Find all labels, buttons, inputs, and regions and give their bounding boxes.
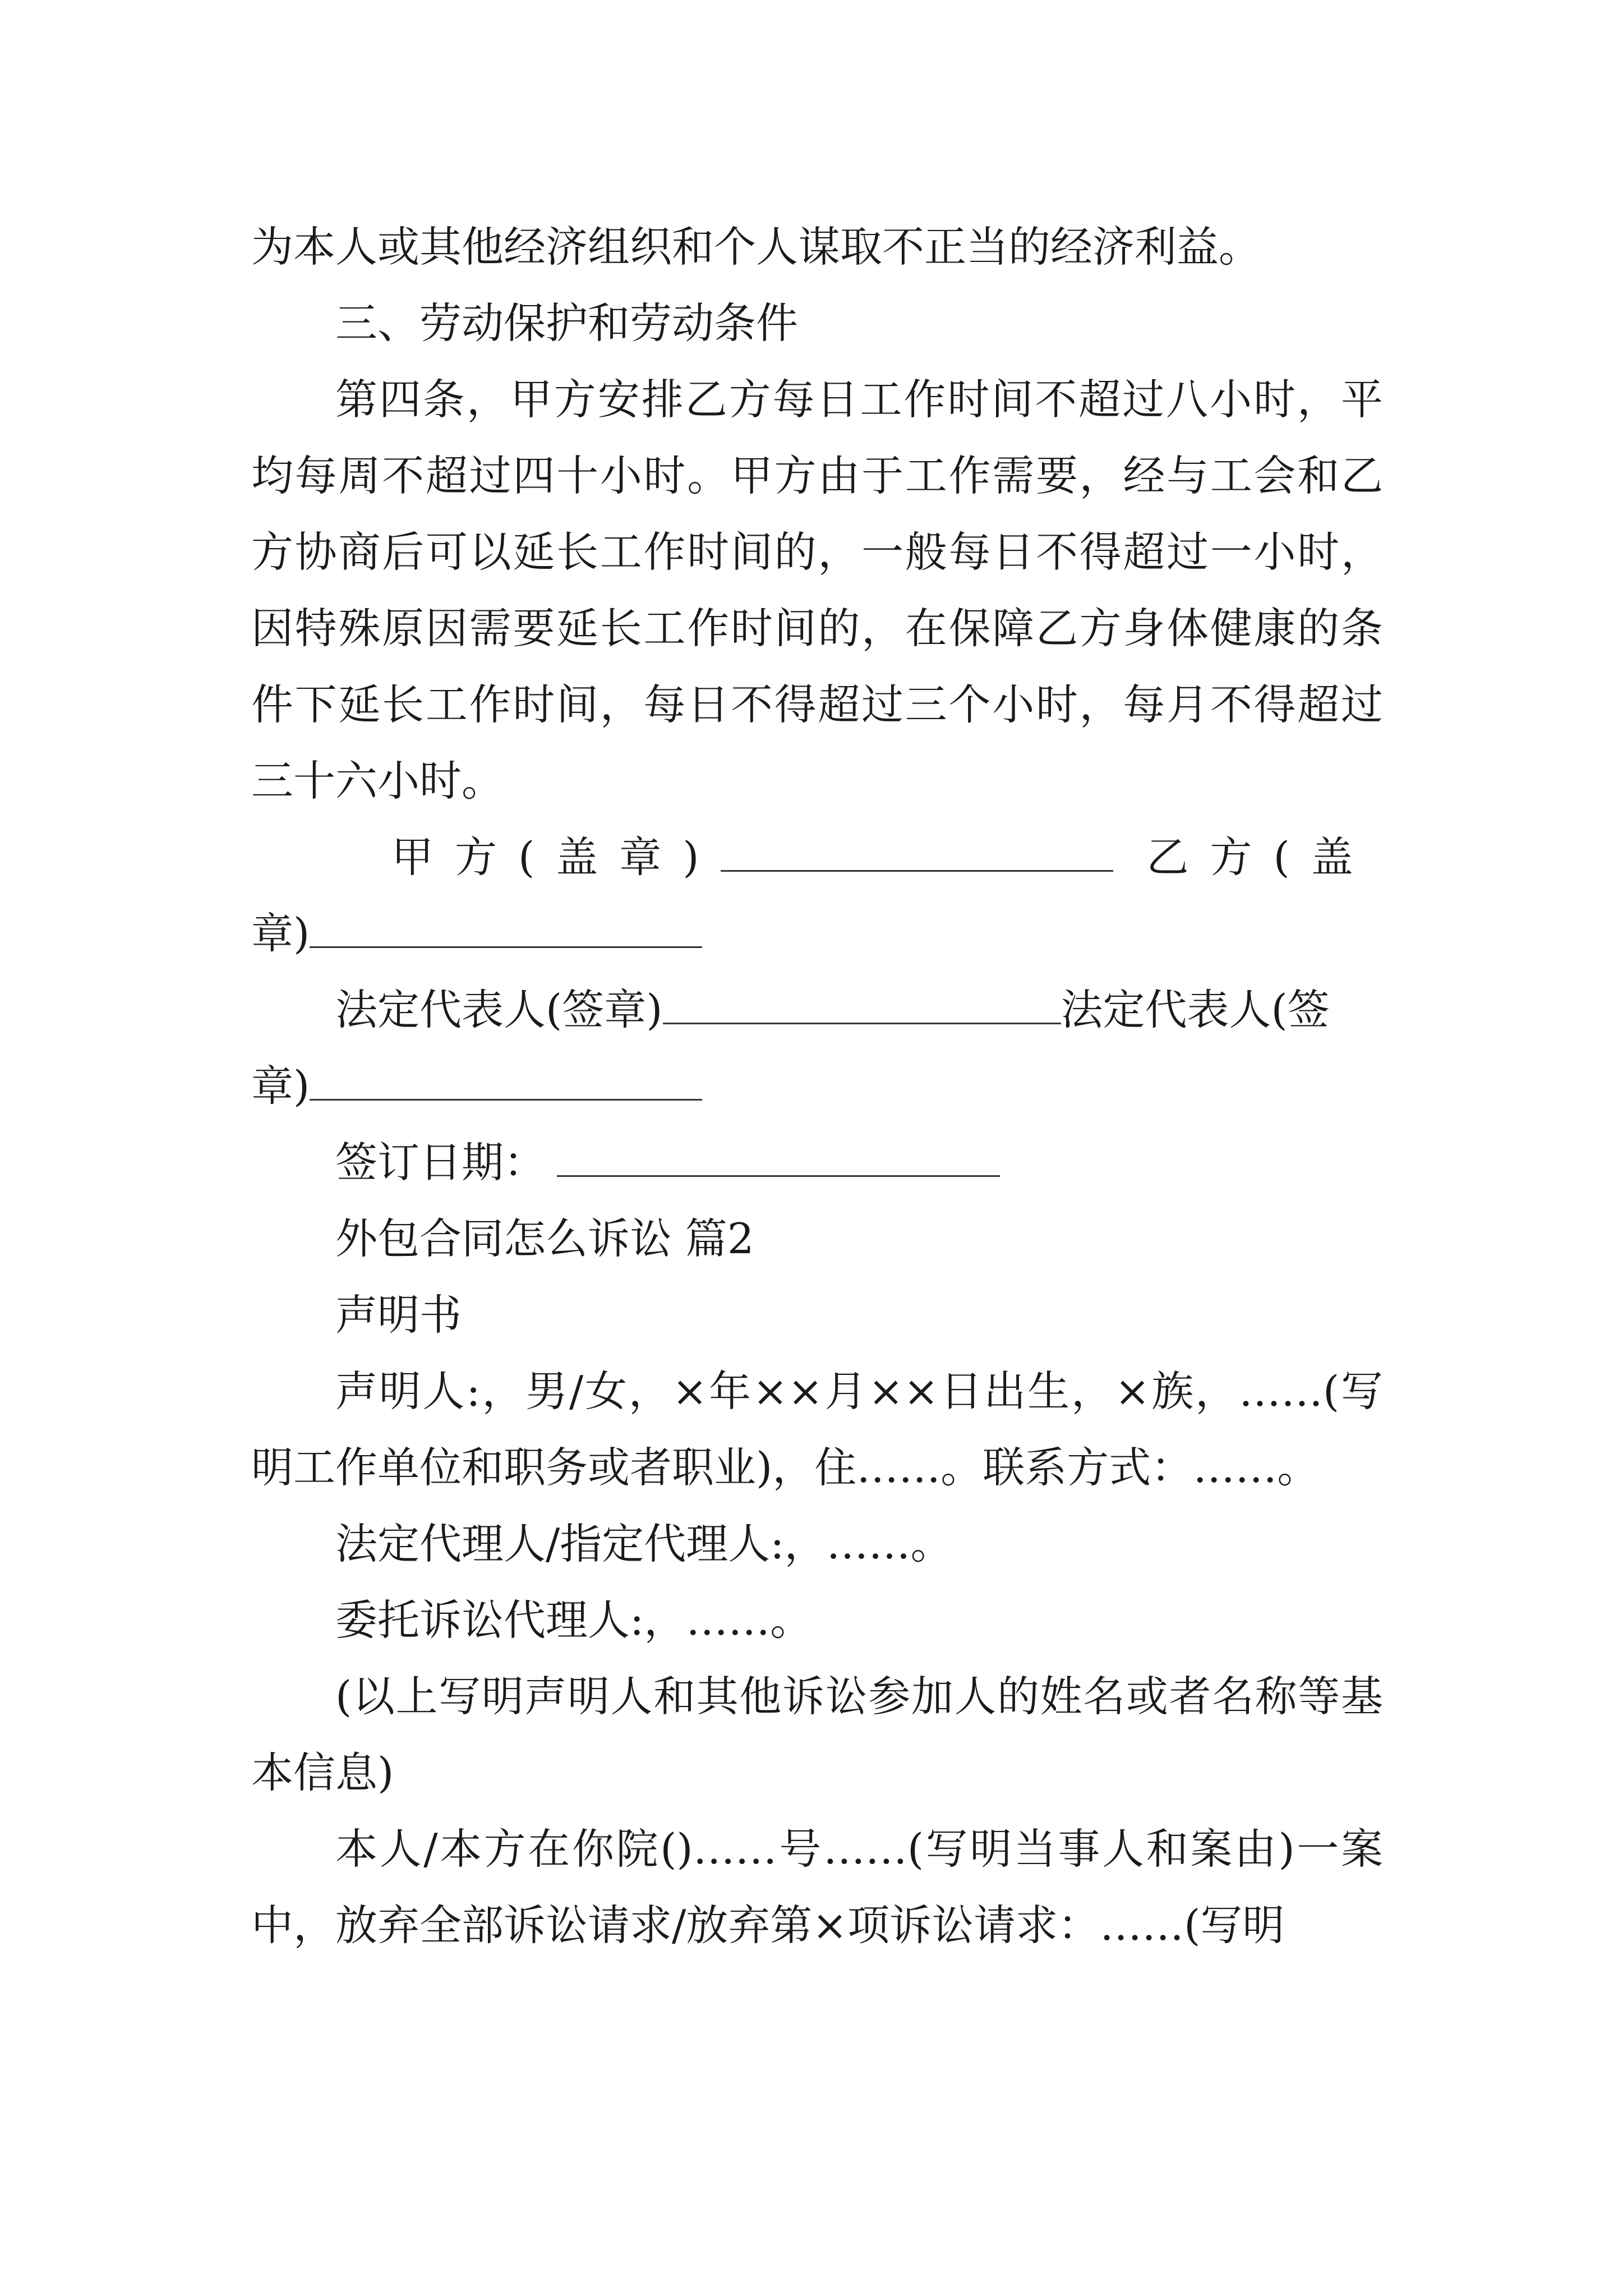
litigation-agent-paragraph: 委托诉讼代理人:，……。 xyxy=(335,1595,813,1645)
party-b-seal-label: 乙方(盖 xyxy=(1146,832,1375,882)
document-body xyxy=(251,209,1383,1963)
legal-rep-b-label-cont: 章) xyxy=(251,1061,310,1111)
sign-date-label: 签订日期： xyxy=(335,1138,546,1187)
party-b-seal-label-cont: 章) xyxy=(251,909,310,958)
party-b-seal-underline xyxy=(310,907,702,948)
legal-agent-paragraph: 法定代理人/指定代理人:，……。 xyxy=(335,1519,953,1568)
sign-date-underline xyxy=(557,1136,1000,1177)
party-a-seal-label: 甲方(盖章) xyxy=(391,832,721,882)
basic-info-note-paragraph: (以上写明声明人和其他诉讼参加人的姓名或者名称等基本信息) xyxy=(251,1672,1383,1797)
declarant-paragraph: 声明人:，男/女，×年××月××日出生，×族，……(写明工作单位和职务或者职业)，住……。联系方式：……。 xyxy=(251,1366,1383,1492)
signature-block xyxy=(251,819,1383,1200)
sign-date-line xyxy=(251,1124,1383,1200)
section-heading-labor-protection: 三、劳动保护和劳动条件 xyxy=(335,298,799,348)
legal-rep-line-wrap xyxy=(251,1048,1383,1124)
section-two-title: 外包合同怎么诉讼 篇2 xyxy=(335,1214,754,1263)
waiver-paragraph: 本人/本方在你院()……号……(写明当事人和案由)一案中，放弃全部诉讼请求/放弃第×项诉讼请求：……(写明 xyxy=(251,1824,1383,1950)
legal-rep-line xyxy=(251,972,1383,1048)
legal-rep-a-label: 法定代表人(签章) xyxy=(335,985,663,1034)
legal-rep-b-underline xyxy=(310,1060,702,1101)
statement-title: 声明书 xyxy=(335,1290,462,1340)
legal-rep-b-label: 法定代表人(签 xyxy=(1061,985,1330,1034)
legal-rep-a-underline xyxy=(663,983,1061,1024)
article-four-paragraph: 第四条，甲方安排乙方每日工作时间不超过八小时，平均每周不超过四十小时。甲方由于工作需要，经与工会和乙方协商后可以延长工作时间的，一般每日不得超过一小时，因特殊原因需要延长工作时间的，在保障乙方身体健康的条件下延长工作时间，每日不得超过三个小时，每月不得超过三十六小时。 xyxy=(251,375,1383,806)
signature-seal-line-wrap xyxy=(251,895,1383,972)
signature-seal-line xyxy=(251,819,1383,895)
party-a-seal-underline xyxy=(721,831,1113,872)
paragraph-continuation: 为本人或其他经济组织和个人谋取不正当的经济利益。 xyxy=(251,222,1261,272)
